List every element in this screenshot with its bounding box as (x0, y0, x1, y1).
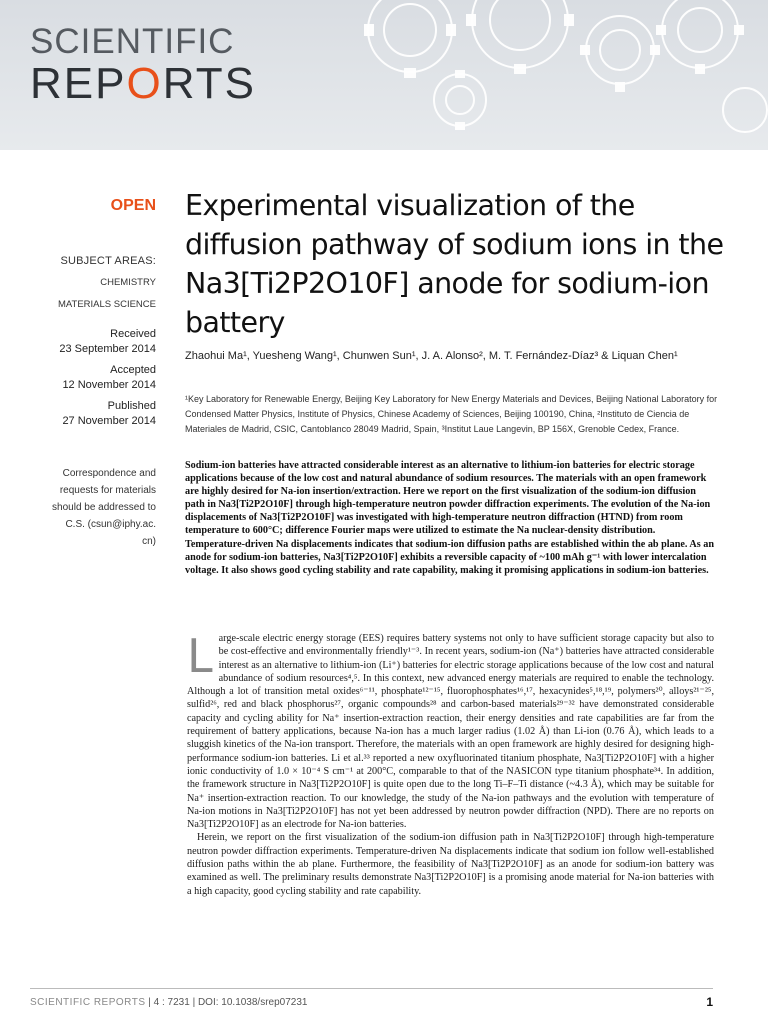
title-line: diffusion pathway of sodium ions in the (185, 228, 724, 261)
journal-logo-line2: REPORTS (30, 59, 256, 108)
subject-areas-heading: SUBJECT AREAS: (60, 255, 156, 267)
accepted-label: Accepted (110, 364, 156, 376)
title-line: Experimental visualization of the (185, 189, 635, 222)
gears-decoration-icon (290, 0, 768, 150)
correspondence-note (0, 465, 156, 550)
correspondence-line: should be addressed to (52, 502, 156, 513)
subject-link[interactable]: CHEMISTRY (100, 277, 156, 288)
footer-journal-name: SCIENTIFIC REPORTS (30, 997, 146, 1008)
page-number: 1 (706, 995, 713, 1009)
published-label: Published (107, 400, 156, 412)
drop-cap: L (187, 629, 213, 683)
title-line: Na3[Ti2P2O10F] anode for sodium-ion (185, 267, 709, 300)
journal-masthead (0, 0, 768, 150)
correspondence-line: cn) (142, 536, 156, 547)
journal-logo-line1: SCIENTIFIC (30, 22, 235, 61)
footer-citation (30, 997, 307, 1008)
article-body (187, 629, 714, 898)
accepted-date: 12 November 2014 (62, 379, 156, 391)
received-label: Received (110, 328, 156, 340)
publication-dates (0, 327, 156, 429)
published-date: 27 November 2014 (62, 415, 156, 427)
received-date: 23 September 2014 (59, 343, 156, 355)
abstract: Sodium-ion batteries have attracted considerable interest as an alternative to lithium-ion batteries for electric storage applications because of the low cost and natural abundance of sodium resources. The materials with an open framework are highly desired for Na-ion insertion/extraction. Here we report on the first visualization of the sodium-ion diffusion path in Na3[Ti2P2O10F] through high-temperature neutron powder diffraction experiments. The evolution of the Na-ion displacements of Na3[Ti2P2O10F] was investigated with high-temperature neutron diffraction (HTND) from room temperature to 600°C; difference Fourier maps were utilized to estimate the Na nuclear-density distribution. Temperature-driven Na displacements indicates that sodium-ion diffusion paths are established within the ab plane. As an anode for sodium-ion batteries, Na3[Ti2P2O10F] exhibits a reversible capacity of ~100 mAh g⁻¹ with lower intercalation voltage. It also shows good cycling stability and rate capability, making it promising applications in sodium-ion batteries. (185, 460, 715, 576)
subject-link[interactable]: MATERIALS SCIENCE (57, 299, 156, 310)
affiliations: ¹Key Laboratory for Renewable Energy, Beijing Key Laboratory for New Energy Materials and Devices, Beijing National Laboratory for Condensed Matter Physics, Institute of Physics, Chinese Academy of Sciences, Beijing 100190, China, ²Instituto de Ciencia de Materiales de Madrid, CSIC, Cantoblanco 28049 Madrid, Spain, ³Institut Laue Langevin, BP 156X, Grenoble Cedex, France. (185, 394, 718, 434)
author-list: Zhaohui Ma¹, Yuesheng Wang¹, Chunwen Sun¹, J. A. Alonso², M. T. Fernández-Díaz³ & Liquan Chen¹ (185, 350, 678, 362)
correspondence-line: Correspondence and (62, 468, 156, 479)
paragraph-intro (187, 629, 714, 831)
open-access-label: OPEN (110, 197, 156, 214)
page-footer (30, 988, 713, 1013)
logo-gear-o: O (126, 59, 163, 108)
paragraph-herein: Herein, we report on the first visualization of the sodium-ion diffusion path in Na3[Ti2P2O10F] through high-temperature neutron powder diffraction experiments. Temperature-driven Na displacements indicate that sodium ion follow well-established diffusion paths within the ab plane. Furthermore, the feasibility of Na3[Ti2P2O10F] as an anode for sodium-ion battery was examined as well. The preliminary results demonstrate Na3[Ti2P2O10F] is a promising anode material for Na-ion batteries with a high capacity, good cycling stability and rate capability. (187, 832, 714, 897)
correspondence-email-link[interactable]: C.S. (csun@iphy.ac. (65, 519, 156, 530)
paragraph-text: arge-scale electric energy storage (EES) requires battery systems not only to have sufficient storage capacity but also to be cost-effective and environmentally friendly¹⁻³. In recent years, sodium-ion (Na⁺) batteries have attracted considerable interest as an alternative to lithium-ion (Li⁺) batteries for electric storage applications because of the low cost and natural abundance of sodium resources⁴,⁵. In this context, new advanced energy materials are required to enable the technology. Although a lot of transition metal oxides⁶⁻¹¹, phosphate¹²⁻¹⁵, fluorophosphates¹⁶,¹⁷, hexacynides⁵,¹⁸,¹⁹, polymers²⁰, alloys²¹⁻²⁵, sulfid²⁶, red and black phosphorus²⁷, organic compounds²⁸ and carbon-based materials²⁹⁻³² have demonstrated considerable capacity and cycling ability for Na⁺ insertion-extraction reaction, their energy densities and rate capabilities are far from the requirement of battery applications, because Na-ion has a much larger radius (1.02 Å) than Li-ion (0.76 Å), which leads to a sluggish kinetics of the Na-ion transport. Therefore, the materials with an open framework are highly desired for designing high-performance sodium-ion batteries. Li et al.³³ reported a new oxyfluorinated titanium phosphate, Na3[Ti2P2O10F] with a higher ionic conductivity of 1.0 × 10⁻⁴ S cm⁻¹ at 200°C, comparable to that of the NASICON type titanium phosphate³⁴. In addition, the framework structure in Na3[Ti2P2O10F] is quite open due to the long Ti–F–Ti distance (~4.3 Å), which may be suitable for Na⁺ insertion-extraction reaction. To our knowledge, the study of the Na-ion pathways and the evolution with temperature of Na-ion motions in Na3[Ti2P2O10F] has not yet been addressed by neutron powder diffraction (NPD). There are no reports on Na3[Ti2P2O10F] as an electrode for Na-ion batteries. (187, 633, 714, 831)
title-line: battery (185, 306, 285, 339)
footer-doi[interactable]: | 4 : 7231 | DOI: 10.1038/srep07231 (145, 997, 308, 1008)
article-title (185, 186, 745, 342)
subject-areas (0, 250, 156, 316)
correspondence-line: requests for materials (59, 485, 156, 496)
